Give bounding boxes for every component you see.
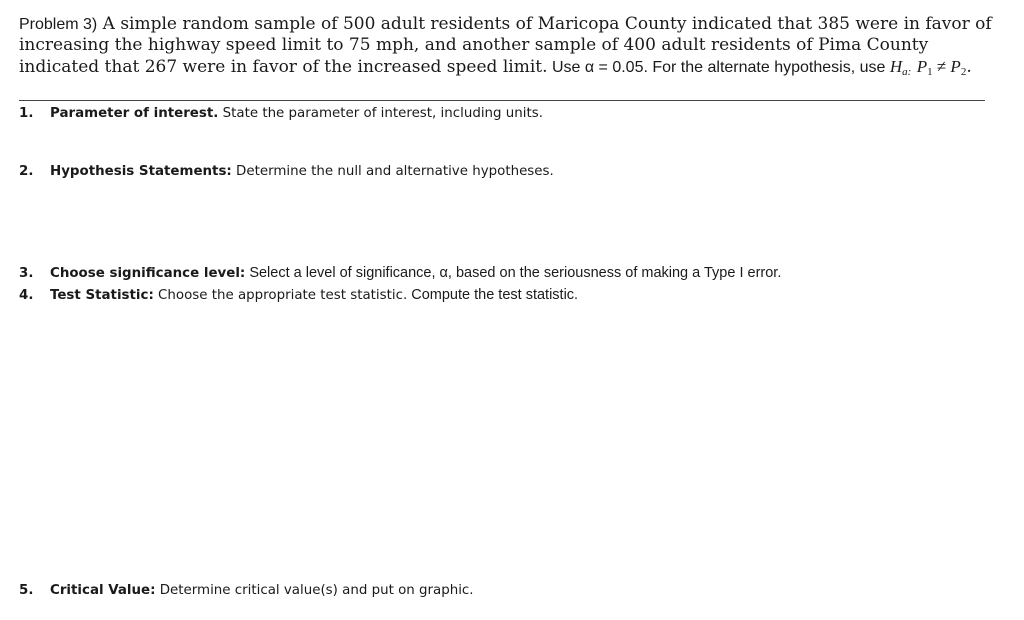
problem-alpha-text: Use α = 0.05. For the alternate hypothesis, use [547,59,890,76]
step-heading: Parameter of interest. [50,106,219,121]
divider-line [19,100,985,101]
ha-symbol: Ha: [889,57,912,78]
problem-end: . [966,57,972,77]
step-text: Determine the null and alternative hypotheses. [231,164,554,179]
p1-symbol: $P_1$ [916,57,933,78]
step-number: 3. [19,266,34,281]
step-heading: Critical Value: [50,583,156,598]
step-1 [19,105,543,122]
step-number: 4. [19,288,34,303]
neq-symbol: ≠ [932,57,951,76]
step-heading: Test Statistic: [50,288,154,303]
problem-text: A simple random sample of 500 adult residents of Maricopa County indicated that 385 were in favor of increasing the highway speed limit to 75 mph, and another sample of 400 adult residents of Pima County indicated that 267 were in favor of the increased speed limit. [19,14,992,77]
step-text: State the parameter of interest, including units. [218,106,543,121]
p2-symbol: $P_2$ [950,57,967,78]
step-text: Select a level of significance, α, based on the seriousness of making a Type I error. [245,265,782,281]
step-text-compute: Compute the test statistic. [407,287,579,303]
step-heading: Hypothesis Statements: [50,164,232,179]
step-heading: Choose significance level: [50,266,246,281]
step-3 [19,265,781,282]
step-number: 2. [19,164,34,179]
step-number: 5. [19,583,34,598]
step-2 [19,163,554,180]
step-5 [19,582,474,599]
step-4 [19,287,578,304]
step-number: 1. [19,106,34,121]
step-text: Choose the appropriate test statistic. [153,288,408,303]
problem-statement [19,14,994,83]
step-text: Determine critical value(s) and put on graphic. [155,583,474,598]
problem-label: Problem 3) [19,16,98,33]
